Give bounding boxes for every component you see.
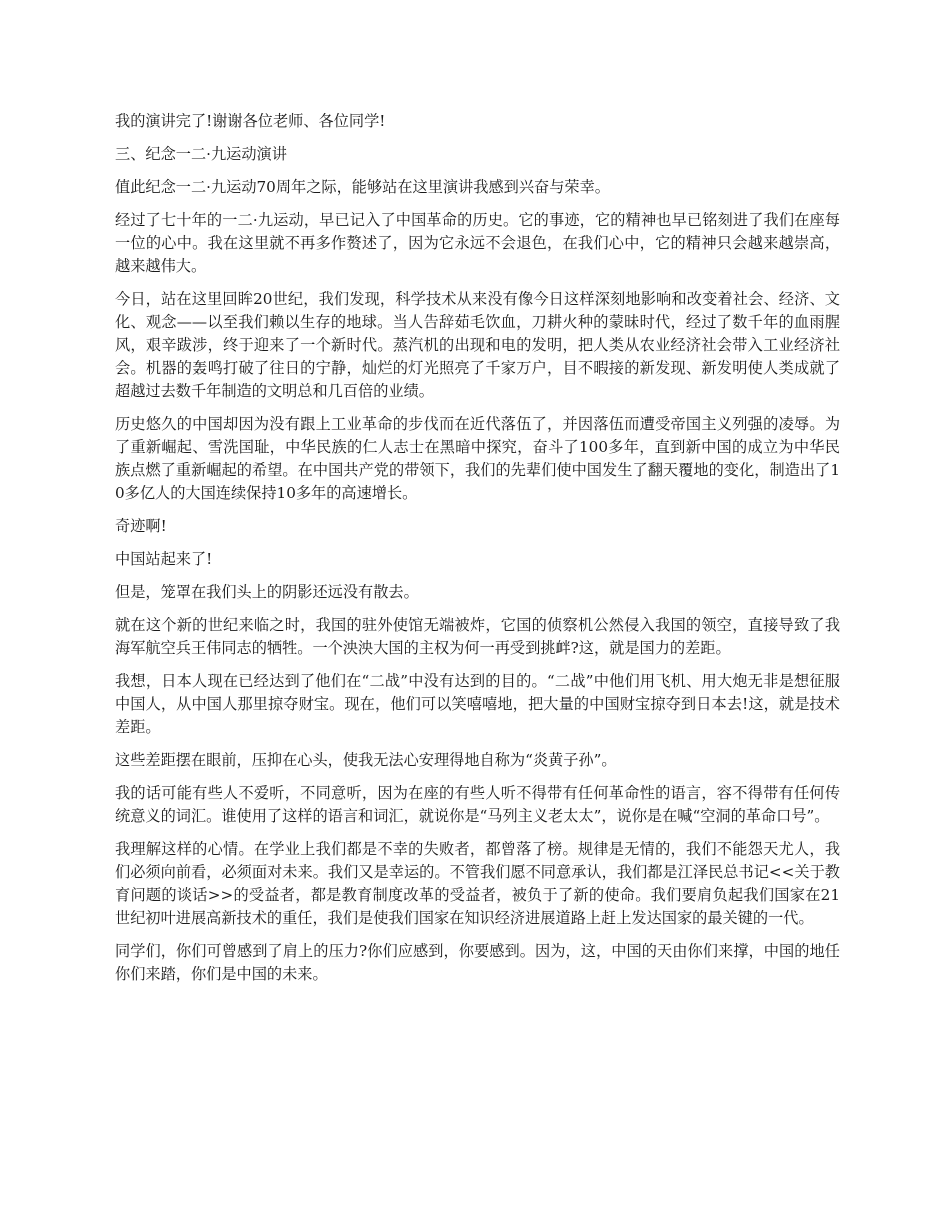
closing-line: 我的演讲完了!谢谢各位老师、各位同学! xyxy=(115,112,386,130)
paragraph: 经过了七十年的一二·九运动，早已记入了中国革命的历史。它的事迹，它的精神也早已铭刻进了我们在座每一位的心中。我在这里就不再多作赘述了，因为它永远不会退色，在我们心中，它的精神只会越来越崇高，越来越伟大。 xyxy=(115,211,840,275)
paragraph: 我想，日本人现在已经达到了他们在“二战”中没有达到的目的。“二战”中他们用飞机、用大炮无非是想征服中国人，从中国人那里掠夺财宝。现在，他们可以笑嘻嘻地，把大量的中国财宝掠夺到日本去!这，就是技术差距。 xyxy=(115,672,840,736)
section-heading: 三、纪念一二·九运动演讲 xyxy=(115,145,287,163)
paragraph: 但是，笼罩在我们头上的阴影还远没有散去。 xyxy=(115,583,419,601)
paragraph: 中国站起来了! xyxy=(115,550,213,568)
paragraph: 这些差距摆在眼前，压抑在心头，使我无法心安理得地自称为“炎黄子孙”。 xyxy=(115,751,617,769)
paragraph: 今日，站在这里回眸20世纪，我们发现，科学技术从来没有像今日这样深刻地影响和改变着社会、经济、文化、观念——以至我们赖以生存的地球。当人告辞茹毛饮血，刀耕火种的蒙昧时代，经过了数千年的血雨腥风，艰辛跋涉，终于迎来了一个新时代。蒸汽机的出现和电的发明，把人类从农业经济社会带入工业经济社会。机器的轰鸣打破了往日的宁静，灿烂的灯光照亮了千家万户，目不暇接的新发现、新发明使人类成就了超越过去数千年制造的文明总和几百倍的业绩。 xyxy=(115,290,840,400)
paragraph: 同学们，你们可曾感到了肩上的压力?你们应感到，你要感到。因为，这，中国的天由你们来撑，中国的地任你们来踏，你们是中国的未来。 xyxy=(115,942,840,983)
paragraph: 就在这个新的世纪来临之时，我国的驻外使馆无端被炸，它国的侦察机公然侵入我国的领空，直接导致了我海军航空兵王伟同志的牺牲。一个泱泱大国的主权为何一再受到挑衅?这，就是国力的差距。 xyxy=(115,616,840,657)
paragraph: 我的话可能有些人不爱听，不同意听，因为在座的有些人听不得带有任何革命性的语言，容不得带有任何传统意义的词汇。谁使用了这样的语言和词汇，就说你是“马列主义老太太”，说你是在喊“空洞的革命口号”。 xyxy=(115,784,840,825)
paragraph: 我理解这样的心情。在学业上我们都是不幸的失败者，都曾落了榜。规律是无情的，我们不能怨天尤人，我们必须向前看，必须面对未来。我们又是幸运的。不管我们愿不同意承认，我们都是江泽民总书记<<关于教育问题的谈话>>的受益者，都是教育制度改革的受益者，被负于了新的使命。我们要肩负起我们国家在21世纪初叶进展高新技术的重任，我们是使我们国家在知识经济进展道路上赶上发达国家的最关键的一代。 xyxy=(115,840,840,927)
document-page xyxy=(115,110,840,996)
paragraph: 值此纪念一二·九运动70周年之际，能够站在这里演讲我感到兴奋与荣幸。 xyxy=(115,178,610,196)
paragraph: 奇迹啊! xyxy=(115,517,167,535)
paragraph: 历史悠久的中国却因为没有跟上工业革命的步伐而在近代落伍了，并因落伍而遭受帝国主义列强的凌辱。为了重新崛起、雪洗国耻，中华民族的仁人志士在黑暗中探究，奋斗了100多年，直到新中国的成立为中华民族点燃了重新崛起的希望。在中国共产党的带领下，我们的先辈们使中国发生了翻天覆地的变化，制造出了10多亿人的大国连续保持10多年的高速增长。 xyxy=(115,415,840,502)
